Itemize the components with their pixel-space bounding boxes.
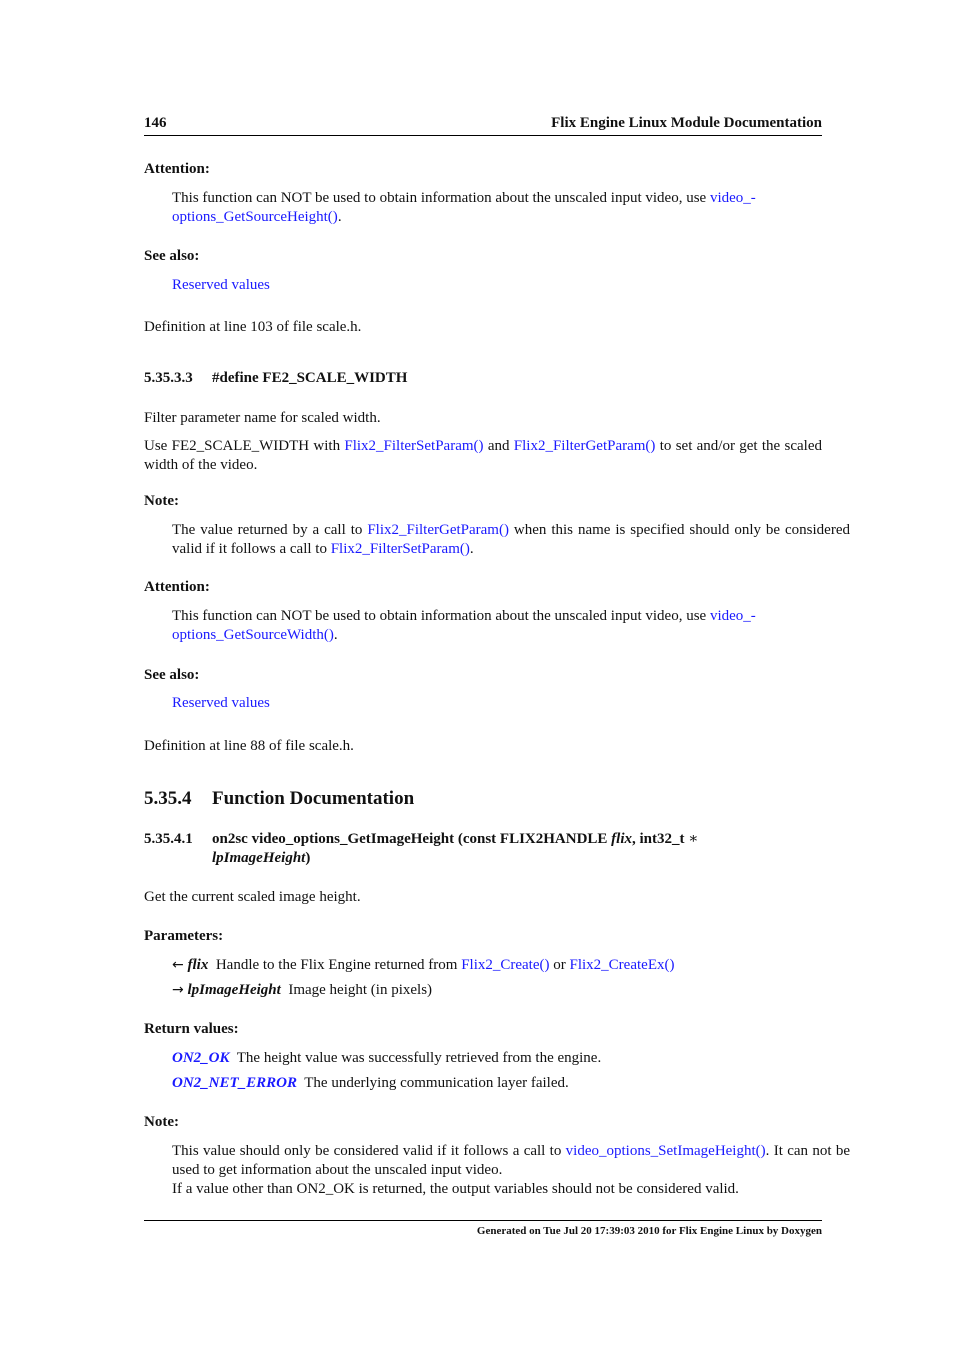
flix2-filtergetparam-link[interactable]: Flix2_FilterGetParam() [513,438,656,454]
return-values-label: Return values: [144,1021,239,1037]
attention-text: This function can NOT be used to obtain information about the unscaled input video, use video_- options_GetSourceHeight(). [172,190,756,225]
page-number: 146 [144,115,167,131]
note-text: This value should only be considered valid if it follows a call to video_options_SetImageHeight(). It can not be used to get information about the unscaled input video. If a value other than ON2_OK is returned, the output variables should not be considered valid. [172,1143,850,1197]
attention-label: Attention: [144,161,210,177]
on2-ok-link[interactable]: ON2_OK [172,1050,230,1066]
attention-label: Attention: [144,579,210,595]
flix2-filtersetparam-link[interactable]: Flix2_FilterSetParam() [344,438,484,454]
page-footer: Generated on Tue Jul 20 17:39:03 2010 for Flix Engine Linux by Doxygen [144,1220,822,1239]
return-row-on2-net-error: ON2_NET_ERROR The underlying communication layer failed. [172,1075,569,1091]
document-title: Flix Engine Linux Module Documentation [551,115,822,131]
page-header [144,114,822,136]
video-options-setimageheight-link[interactable]: video_options_SetImageHeight() [565,1143,766,1159]
definition-line: Definition at line 88 of file scale.h. [144,738,354,754]
see-also-content [144,694,850,713]
video-options-getsourceheight-link[interactable]: video_- options_GetSourceHeight() [172,190,756,225]
see-also-label: See also: [144,667,200,683]
function-brief: Get the current scaled image height. [144,889,361,905]
parameter-row-flix: ← flix Handle to the Flix Engine returned from Flix2_Create() or Flix2_CreateEx() [172,957,675,973]
brief-description: Filter parameter name for scaled width. [144,410,381,426]
section-heading-function-documentation: 5.35.4 Function Documentation [144,788,415,809]
output-arrow-icon: → [172,982,184,998]
note-label: Note: [144,1114,179,1130]
function-signature-heading: 5.35.4.1 on2sc video_options_GetImageHeight (const FLIX2HANDLE flix, int32_t ∗ lpImageHeight) [144,831,699,866]
note-label: Note: [144,493,179,509]
parameter-row-lpimageheight: → lpImageHeight Image height (in pixels) [172,982,433,998]
flix2-filtersetparam-link[interactable]: Flix2_FilterSetParam() [330,541,470,557]
reserved-values-link[interactable]: Reserved values [172,277,270,293]
definition-line: Definition at line 103 of file scale.h. [144,319,362,335]
attention-text: This function can NOT be used to obtain information about the unscaled input video, use video_- options_GetSourceWidth(). [172,608,756,643]
section-heading-scale-width: 5.35.3.3 #define FE2_SCALE_WIDTH [144,370,408,386]
usage-description: Use FE2_SCALE_WIDTH with Flix2_FilterSetParam() and Flix2_FilterGetParam() to set and/or get the scaled width of the video. [144,438,822,473]
video-options-getsourcewidth-link[interactable]: video_- options_GetSourceWidth() [172,608,756,643]
see-also-label: See also: [144,248,200,264]
return-row-on2-ok: ON2_OK The height value was successfully retrieved from the engine. [172,1050,602,1066]
parameters-label: Parameters: [144,928,224,944]
input-arrow-icon: ← [172,957,184,973]
see-also-content [144,276,850,295]
flix2-create-link[interactable]: Flix2_Create() [461,957,550,973]
note-text: The value returned by a call to Flix2_FilterGetParam() when this name is specified should only be considered valid if it follows a call to Flix2_FilterSetParam(). [172,522,850,557]
reserved-values-link[interactable]: Reserved values [172,695,270,711]
flix2-filtergetparam-link[interactable]: Flix2_FilterGetParam() [367,522,509,538]
flix2-createex-link[interactable]: Flix2_CreateEx() [569,957,675,973]
on2-net-error-link[interactable]: ON2_NET_ERROR [172,1075,298,1091]
